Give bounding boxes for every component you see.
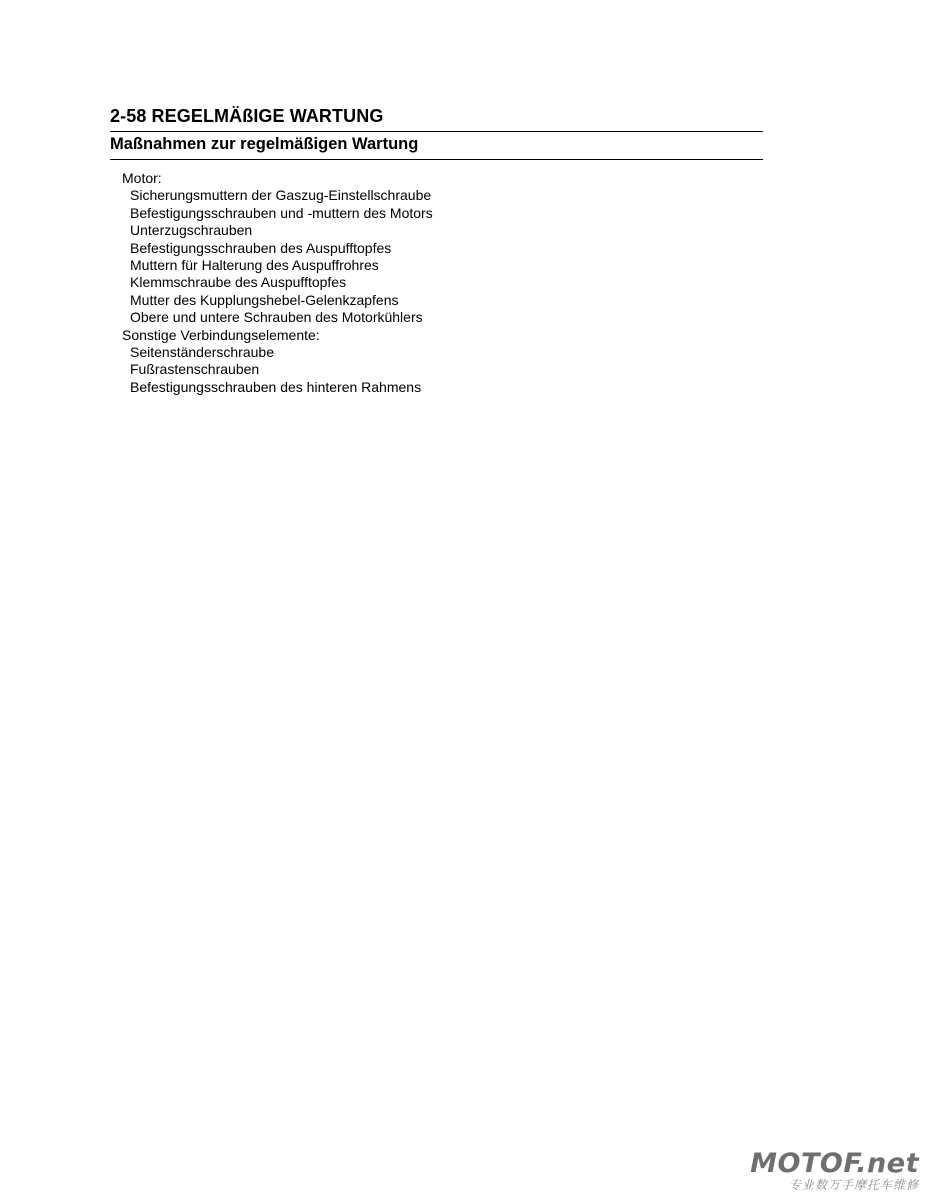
list-item: Klemmschraube des Auspufftopfes bbox=[130, 274, 347, 291]
list-item: Sicherungsmuttern der Gaszug-Einstellschraube bbox=[130, 187, 432, 204]
group-label-motor: Motor: bbox=[122, 170, 162, 186]
list-item: Unterzugschrauben bbox=[130, 222, 253, 239]
maintenance-list bbox=[122, 170, 433, 396]
page-header bbox=[110, 104, 763, 160]
list-item: Befestigungsschrauben des hinteren Rahmens bbox=[130, 378, 422, 395]
chapter-title: 2-58 REGELMÄßIGE WARTUNG bbox=[110, 106, 384, 126]
watermark-logo: MOTOF.net bbox=[750, 1148, 919, 1179]
section-title: Maßnahmen zur regelmäßigen Wartung bbox=[110, 135, 419, 153]
watermark-subtitle: 专业数万手摩托车维修 bbox=[788, 1178, 919, 1192]
header-divider-bottom bbox=[110, 159, 763, 160]
list-item: Seitenständerschraube bbox=[130, 344, 274, 361]
list-item: Befestigungsschrauben und -muttern des Motors bbox=[130, 204, 433, 221]
list-item: Befestigungsschrauben des Auspufftopfes bbox=[130, 239, 392, 256]
list-item: Fußrastenschrauben bbox=[130, 361, 260, 378]
list-item: Muttern für Halterung des Auspuffrohres bbox=[130, 257, 379, 274]
group-label-other-fasteners: Sonstige Verbindungselemente: bbox=[122, 326, 320, 343]
list-item: Obere und untere Schrauben des Motorkühlers bbox=[130, 309, 423, 326]
watermark bbox=[750, 1150, 919, 1192]
list-item: Mutter des Kupplungshebel-Gelenkzapfens bbox=[130, 291, 399, 308]
